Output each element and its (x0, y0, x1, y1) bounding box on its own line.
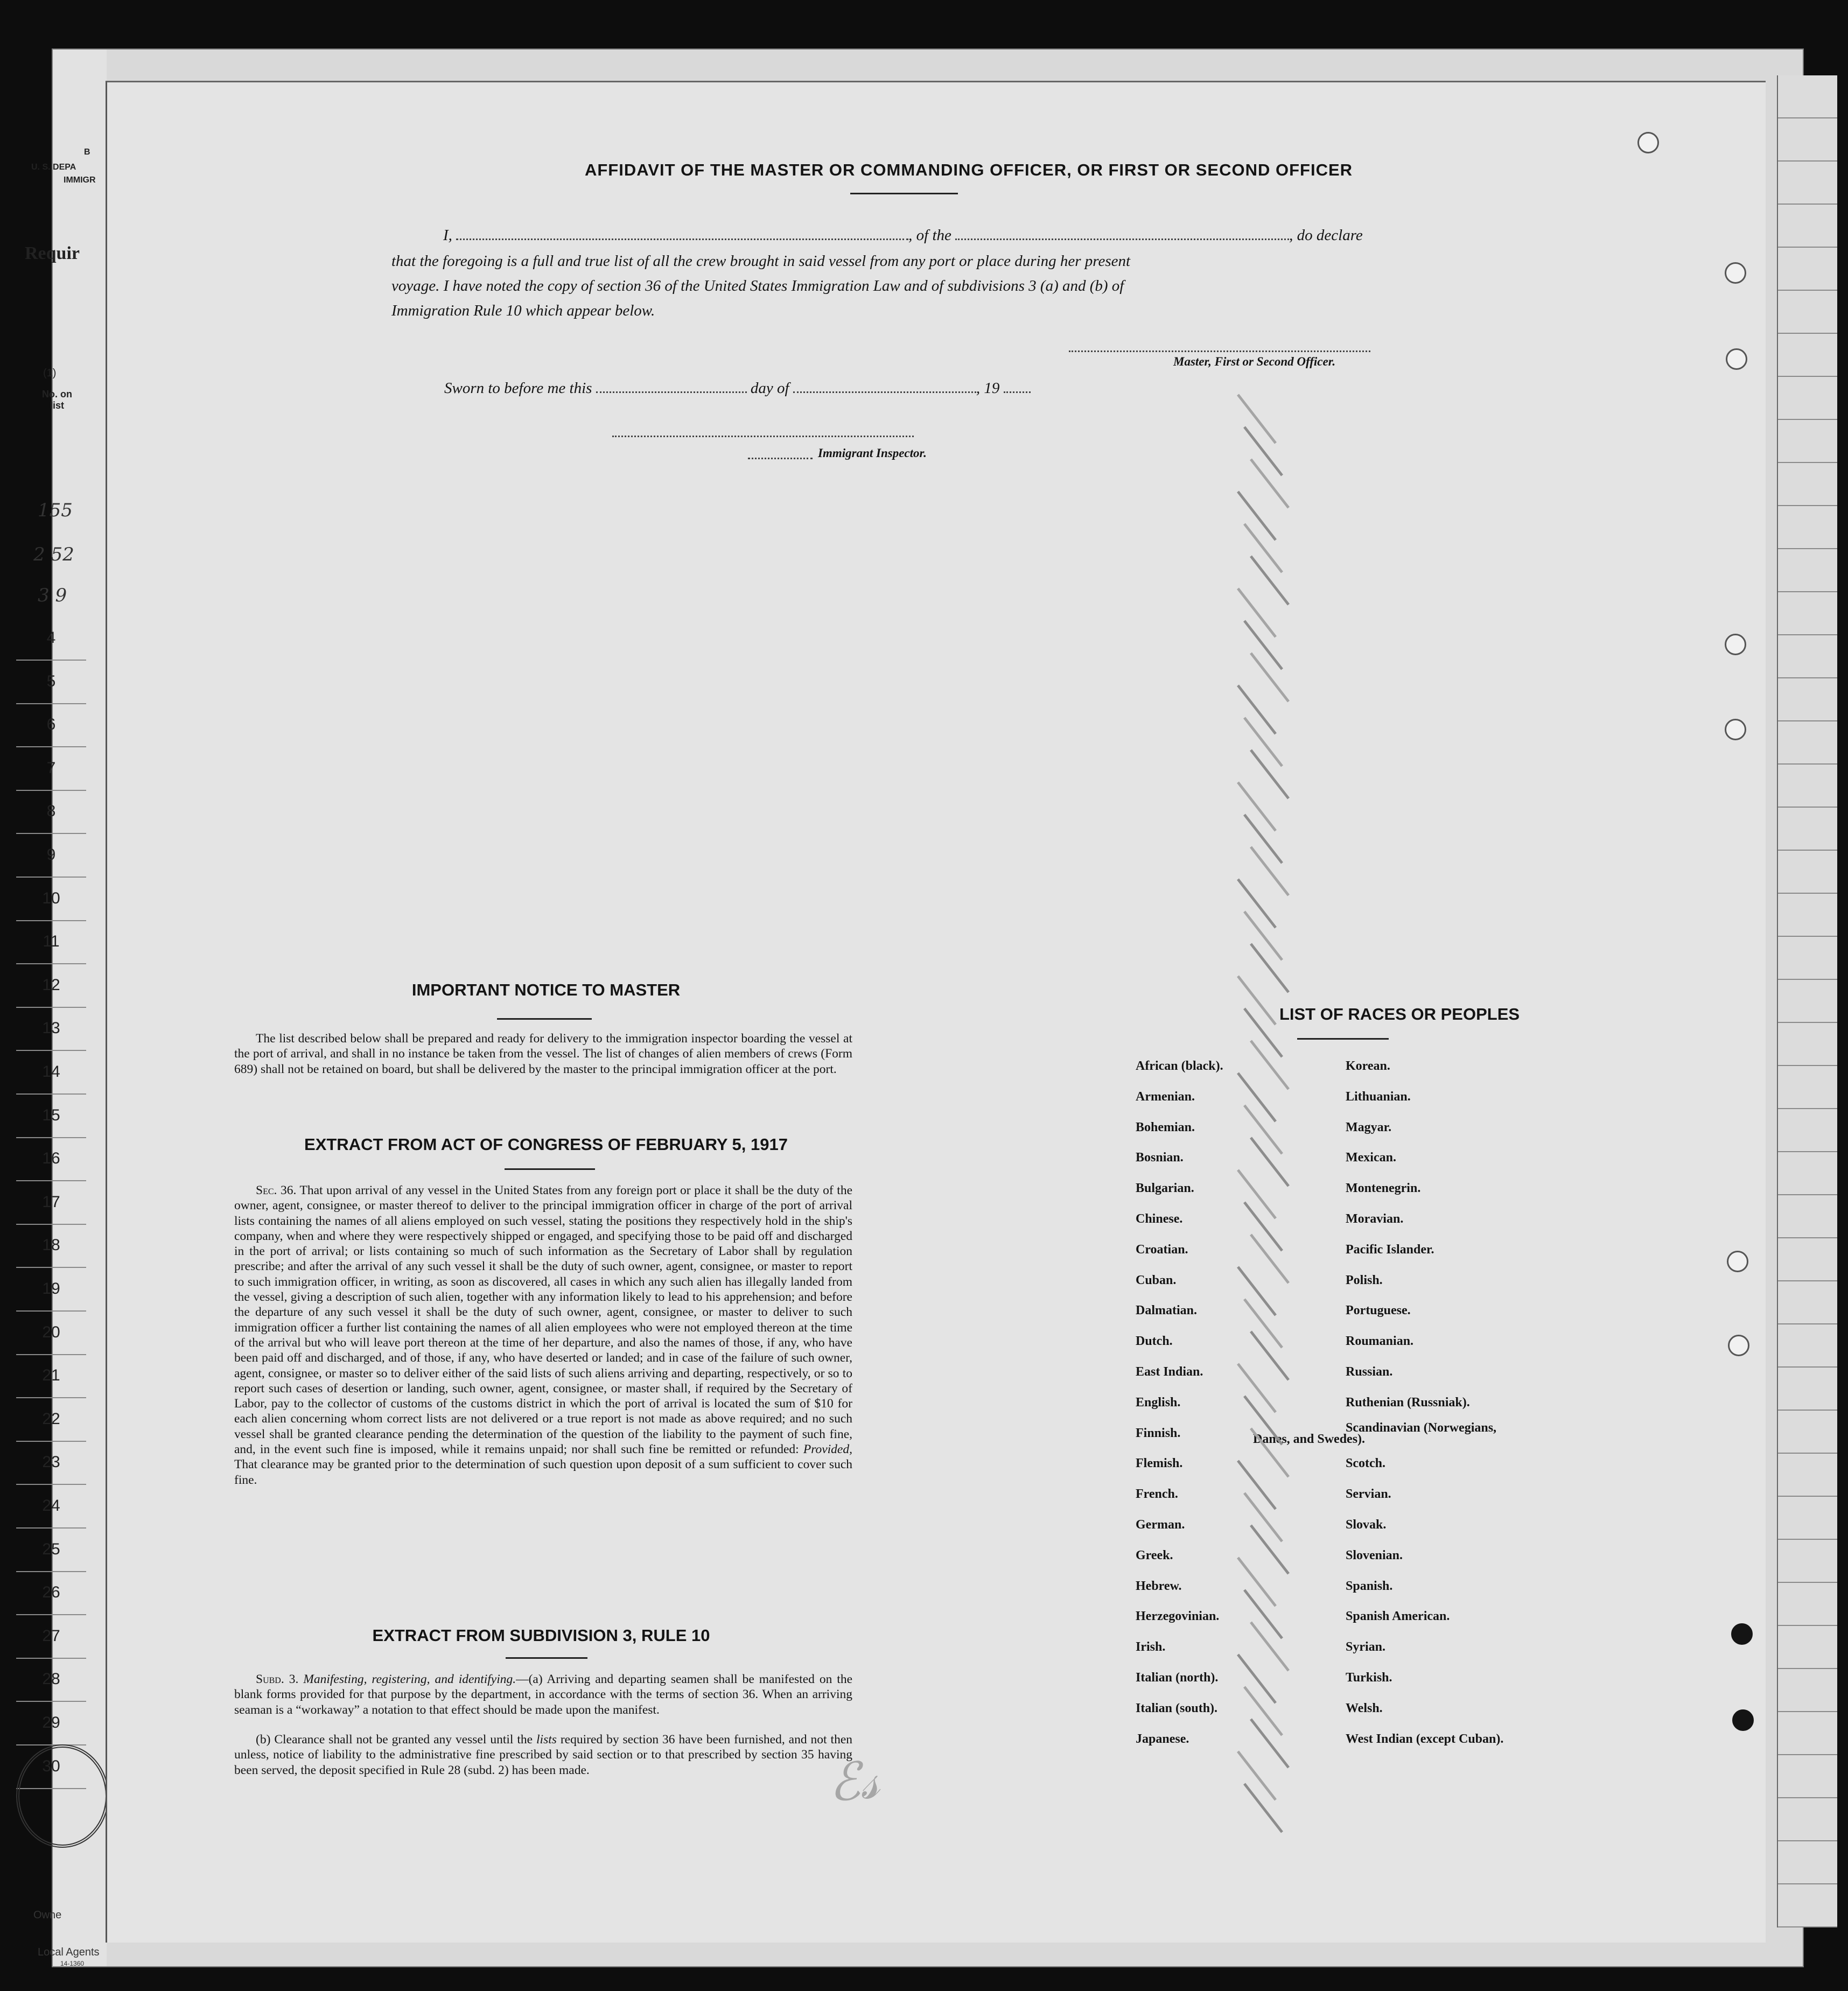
underlying-row-number: 11 (16, 920, 86, 964)
punch-hole (1725, 262, 1746, 284)
affidavit-line-2: that the foregoing is a full and true list of all the crew brought in said vessel from any port or place during her present (391, 253, 1131, 270)
race-item: Welsh. (1346, 1701, 1383, 1715)
pencil-tick (1244, 427, 1282, 475)
affidavit-of-the-label: , of the (908, 227, 951, 244)
pencil-tick (1251, 1525, 1289, 1574)
punch-hole (1725, 719, 1746, 740)
race-item: Scotch. (1346, 1456, 1385, 1471)
underlying-row-number: 23 (16, 1441, 86, 1485)
race-item: Dutch. (1136, 1334, 1173, 1349)
underlying-header-line: IMMIGR (64, 176, 96, 185)
sworn-prefix: Sworn to before me this (444, 380, 592, 397)
race-item: French. (1136, 1487, 1178, 1502)
sworn-day-label: day of (750, 380, 789, 397)
affidavit-page (106, 81, 1766, 1943)
race-item: Bulgarian. (1136, 1181, 1194, 1196)
inspector-signature-blank[interactable] (612, 436, 914, 437)
underlying-header-line: U. S. DEPA (31, 163, 76, 172)
race-item: West Indian (except Cuban). (1346, 1731, 1504, 1746)
pencil-tick (1238, 1073, 1276, 1121)
affidavit-line-3: voyage. I have noted the copy of section 36 of the United States Immigration Law and of subdivisions 3 (a) and (b) of (391, 277, 1124, 295)
handwritten-number: 155 (38, 500, 73, 521)
underlying-agents-label: Local Agents (38, 1946, 100, 1958)
pencil-tick (1244, 1396, 1282, 1445)
underlying-row-number: 21 (16, 1354, 86, 1398)
punch-hole (1727, 1251, 1748, 1272)
race-item: Moravian. (1346, 1212, 1404, 1226)
race-item: Bosnian. (1136, 1151, 1184, 1165)
rule-para-b-head: (b) Clearance shall not be granted any vessel until the (256, 1733, 533, 1747)
race-item: Herzegovinian. (1136, 1609, 1220, 1624)
sworn-month-blank[interactable] (793, 391, 976, 393)
race-item: Italian (north). (1136, 1671, 1219, 1685)
race-item: Spanish American. (1346, 1609, 1450, 1624)
notice-title-rule (497, 1018, 592, 1020)
notice-title: IMPORTANT NOTICE TO MASTER (411, 980, 681, 999)
pencil-tick (1251, 1428, 1289, 1477)
race-item: Magyar. (1346, 1120, 1392, 1134)
act-text (234, 1183, 852, 1488)
pencil-tick (1244, 1590, 1282, 1638)
pencil-tick (1244, 1784, 1282, 1832)
race-item: Roumanian. (1346, 1334, 1414, 1349)
pencil-tick (1251, 1331, 1289, 1380)
pencil-tick (1238, 588, 1276, 637)
race-item: Servian. (1346, 1487, 1391, 1502)
race-item: Bohemian. (1136, 1120, 1195, 1134)
pencil-tick (1244, 1105, 1282, 1154)
race-item: Dalmatian. (1136, 1303, 1197, 1318)
race-item: Pacific Islander. (1346, 1242, 1434, 1257)
race-item: Hebrew. (1136, 1579, 1182, 1593)
race-item: Ruthenian (Russniak). (1346, 1395, 1470, 1410)
pencil-tick (1238, 492, 1276, 540)
pencil-tick (1244, 1299, 1282, 1348)
race-item: Greek. (1136, 1548, 1173, 1562)
underlying-row-number: 24 (16, 1484, 86, 1529)
sworn-year-blank[interactable] (1004, 391, 1031, 393)
underlying-column-number: (1) (43, 367, 57, 379)
race-item: Slovak. (1346, 1518, 1387, 1532)
notice-text: The list described below shall be prepared and ready for delivery to the immigration inspector boarding the vessel at the port of arrival, and shall in no instance be taken from the vessel. The list of changes of alien members of crews (Form 689) shall not be retained on board, but shall be delivered by the master to the principal immigration officer at the port. (234, 1032, 852, 1076)
rule-para-b (234, 1732, 852, 1778)
underlying-row-number: 19 (16, 1267, 86, 1312)
race-item: Montenegrin. (1346, 1181, 1421, 1196)
punch-hole (1731, 1623, 1753, 1645)
pencil-tick (1238, 1751, 1276, 1800)
rule-title-rule (506, 1657, 587, 1659)
affidavit-line-1 (443, 227, 1363, 244)
underlying-row-number: 10 (16, 877, 86, 921)
pencil-tick (1251, 653, 1289, 702)
handwritten-number: 3 9 (38, 585, 67, 606)
underlying-row-number: 4 (16, 616, 86, 661)
affidavit-line-4: Immigration Rule 10 which appear below. (391, 302, 655, 319)
race-item: German. (1136, 1518, 1185, 1532)
race-item: Armenian. (1136, 1089, 1195, 1104)
pencil-tick (1238, 685, 1276, 734)
race-item: Scandinavian (Norwegians, (1346, 1420, 1497, 1435)
pencil-tick (1244, 1493, 1282, 1541)
underlying-row-number: 29 (16, 1701, 86, 1745)
pencil-tick (1244, 621, 1282, 669)
name-blank[interactable] (456, 239, 908, 240)
consulate-seal-stamp (16, 1744, 109, 1848)
handwritten-number: 2 52 (33, 544, 74, 565)
inspector-label: Immigrant Inspector. (818, 446, 927, 460)
pencil-tick (1244, 1687, 1282, 1735)
pencil-tick (1244, 1008, 1282, 1057)
pencil-tick-marks (1233, 384, 1340, 1838)
race-item: Russian. (1346, 1365, 1393, 1379)
sworn-year-label: , 19 (976, 380, 1000, 397)
punch-hole (1726, 348, 1747, 370)
faint-handwriting-mark: ℰ𝓈 (827, 1749, 881, 1814)
subd-heading: Manifesting, registering, and identifying. (303, 1672, 516, 1686)
underlying-row-number: 7 (16, 747, 86, 791)
race-item: Flemish. (1136, 1456, 1183, 1471)
race-item: Cuban. (1136, 1273, 1177, 1287)
punch-hole (1728, 1335, 1749, 1356)
underlying-column-label: No. on list (42, 389, 72, 411)
race-item: Lithuanian. (1346, 1089, 1411, 1104)
vessel-blank[interactable] (955, 239, 1289, 240)
underlying-row-number: 28 (16, 1658, 86, 1702)
rule-para-b-lists: lists (536, 1733, 557, 1747)
punch-hole (1732, 1709, 1754, 1731)
pencil-tick (1238, 1558, 1276, 1606)
race-item: Portuguese. (1346, 1303, 1411, 1318)
race-item-continuation: Danes, and Swedes). (1253, 1432, 1366, 1446)
pencil-tick (1238, 1461, 1276, 1509)
pencil-tick (1251, 1138, 1289, 1186)
pencil-tick (1238, 1170, 1276, 1218)
pencil-tick (1251, 1235, 1289, 1283)
race-item: Slovenian. (1346, 1548, 1403, 1562)
title-underline (850, 193, 958, 194)
race-item: Japanese. (1136, 1731, 1189, 1746)
master-signature-blank[interactable] (1069, 350, 1370, 352)
sworn-line (444, 380, 1031, 397)
act-text-body: That upon arrival of any vessel in the United States from any foreign port or place it shall be the duty of the owner, agent, consignee, or master thereof to deliver to the principal immigration officer in charge of the port of arrival lists containing the names of all aliens employed on such vessel, stating the positions they respectively hold in the ship's company, when and where they were respectively shipped or engaged, and specifying those to be paid off and discharged in the port of arrival; or lists containing so much of such information as the Secretary of Labor shall by regulation prescribe; and after the arrival of any such vessel it shall be the duty of such owner, agent, consignee, or master to report to such immigration officer, in writing, as soon as discovered, all cases in which any such alien has illegally landed from the vessel, giving a description of such alien, together with any information likely to lead to his apprehension; and before the departure of any such vessel it shall be the duty of such owner, agent, consignee, or master to deliver to such immigration officer a further list containing the names of all alien employees who were not employed thereon at the time of the arrival but who will leave port thereon at the time of her departure, and also the names of those, if any, who have been paid off and discharged, and of those, if any, who have deserted or landed; and in case of the failure of such owner, agent, consignee, or master so to deliver either of the said lists of such aliens arriving and departing, respectively, or so to report such cases of desertion or landing, such owner, agent, consignee, or master shall, if required by the Secretary of Labor, pay to the collector of customs of the customs district in which the port of arrival is located the sum of $10 for each alien concerning whom correct lists are not delivered or a true report is not made as above required; and no such vessel shall be granted clearance pending the determination of the question of the liability to the payment of such fine, and, in the event such fine is imposed, while it remains unpaid; nor shall such fine be remitted or refunded: (234, 1183, 853, 1457)
underlying-header-line: B (84, 148, 90, 157)
pencil-tick (1238, 395, 1276, 443)
pencil-tick (1244, 815, 1282, 863)
underlying-owners-label: Owne (33, 1909, 62, 1921)
act-title: EXTRACT FROM ACT OF CONGRESS OF FEBRUARY 5, 1917 (304, 1135, 788, 1154)
race-item: Chinese. (1136, 1212, 1183, 1226)
pencil-tick (1238, 976, 1276, 1025)
pencil-tick (1244, 524, 1282, 572)
pencil-tick (1251, 1041, 1289, 1089)
underlying-row-number: 12 (16, 964, 86, 1008)
race-item: Polish. (1346, 1273, 1383, 1287)
pencil-tick (1251, 1622, 1289, 1671)
inspector-dots (748, 458, 813, 459)
pencil-tick (1238, 1364, 1276, 1412)
rule-title: EXTRACT FROM SUBDIVISION 3, RULE 10 (372, 1626, 710, 1645)
act-text-tail: That clearance may be granted prior to the determination of such question upon deposit of a sum sufficient to cover such fine. (234, 1457, 852, 1487)
pencil-tick (1244, 1202, 1282, 1251)
affidavit-i-label: I, (443, 227, 452, 244)
section-label: Sec. 36. (256, 1183, 297, 1197)
pencil-tick (1238, 1655, 1276, 1703)
race-item: Spanish. (1346, 1579, 1393, 1593)
act-title-rule (505, 1168, 595, 1170)
pencil-tick (1251, 1719, 1289, 1768)
underlying-row-number: 18 (16, 1224, 86, 1268)
pencil-tick (1244, 718, 1282, 766)
underlying-row-number: 6 (16, 703, 86, 747)
race-item: Irish. (1136, 1640, 1166, 1655)
underlying-row-number: 14 (16, 1050, 86, 1095)
race-item: Croatian. (1136, 1242, 1188, 1257)
race-item: African (black). (1136, 1059, 1223, 1073)
underlying-row-number: 30 (16, 1745, 86, 1789)
races-title: LIST OF RACES OR PEOPLES (1279, 1005, 1520, 1023)
pencil-tick (1251, 944, 1289, 992)
pencil-tick (1238, 879, 1276, 928)
underlying-row-number: 5 (16, 660, 86, 704)
race-item: Korean. (1346, 1059, 1390, 1073)
subd-label: Subd. 3. (256, 1672, 299, 1686)
race-item: Finnish. (1136, 1426, 1181, 1440)
pencil-tick (1244, 912, 1282, 960)
underlying-row-number: 15 (16, 1094, 86, 1138)
underlying-right-ruled-columns (1777, 75, 1837, 1927)
provided-word: Provided, (803, 1442, 852, 1457)
underlying-row-number: 16 (16, 1137, 86, 1181)
sworn-day-blank[interactable] (596, 391, 747, 393)
race-item: Italian (south). (1136, 1701, 1218, 1715)
race-item: Mexican. (1346, 1151, 1396, 1165)
rule-para-b-tail: required by section 36 have been furnished, and not then unless, notice of liability to the administrative fine prescribed by said section or to that prescribed by section 35 having been served, the deposit specified in Rule 28 (subd. 2) has been made. (234, 1733, 852, 1777)
underlying-row-number: 13 (16, 1007, 86, 1051)
underlying-required-text: Requir (25, 243, 80, 263)
punch-hole (1725, 634, 1746, 655)
underlying-row-number: 8 (16, 790, 86, 834)
affidavit-declare-label: , do declare (1289, 227, 1363, 244)
pencil-tick (1238, 782, 1276, 831)
underlying-row-number: 25 (16, 1528, 86, 1572)
rule-para-a (234, 1672, 852, 1717)
affidavit-title: AFFIDAVIT OF THE MASTER OR COMMANDING OFFICER, OR FIRST OR SECOND OFFICER (584, 160, 1353, 179)
underlying-form-code: 14-1360 (60, 1960, 85, 1967)
pencil-tick (1251, 847, 1289, 895)
punch-hole (1637, 132, 1659, 153)
underlying-row-number: 20 (16, 1311, 86, 1355)
pencil-tick (1251, 556, 1289, 605)
race-item: English. (1136, 1395, 1181, 1410)
pencil-tick (1238, 1267, 1276, 1315)
underlying-row-number: 22 (16, 1398, 86, 1442)
race-item: Syrian. (1346, 1640, 1386, 1655)
underlying-row-number: 26 (16, 1571, 86, 1615)
underlying-row-number: 27 (16, 1615, 86, 1659)
underlying-row-number: 9 (16, 833, 86, 878)
underlying-row-number: 17 (16, 1181, 86, 1225)
race-item: Turkish. (1346, 1671, 1392, 1685)
master-signature-label: Master, First or Second Officer. (1173, 355, 1336, 368)
rule-para-a-text: —(a) Arriving and departing seamen shall be manifested on the blank forms provided for that purpose by the department, in accordance with the terms of section 36. When an arriving seaman is a “workaway” a notation to that effect should be made upon the manifest. (234, 1672, 853, 1717)
pencil-tick (1251, 459, 1289, 508)
race-item: East Indian. (1136, 1365, 1203, 1379)
pencil-tick (1251, 750, 1289, 798)
